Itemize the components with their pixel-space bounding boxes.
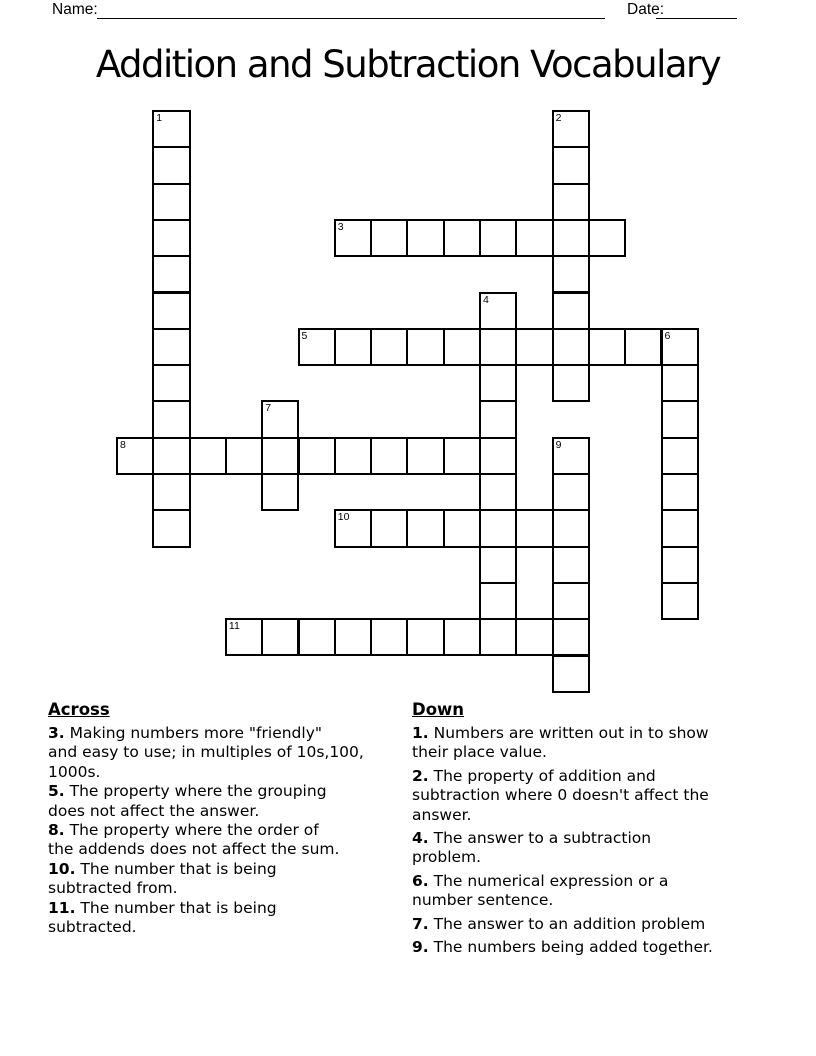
clue-line: 6. The numerical expression or a (412, 871, 669, 890)
across-clue (48, 724, 408, 782)
worksheet-title: Addition and Subtraction Vocabulary (95, 43, 721, 86)
grid-cell[interactable] (443, 618, 481, 656)
grid-cell[interactable] (152, 473, 190, 511)
grid-cell[interactable] (479, 618, 517, 656)
grid-clue-number: 10 (337, 511, 350, 524)
clue-number: 8. (48, 821, 65, 840)
grid-clue-number: 6 (664, 329, 671, 342)
clue-line: 9. The numbers being added together. (412, 938, 713, 957)
grid-cell[interactable] (479, 582, 517, 620)
clue-line: number sentence. (412, 891, 554, 910)
clue-line: does not affect the answer. (48, 801, 260, 820)
grid-cell[interactable] (552, 473, 590, 511)
grid-cell[interactable] (552, 110, 590, 148)
grid-cell[interactable] (479, 473, 517, 511)
grid-cell[interactable] (443, 328, 481, 366)
clue-line: answer. (412, 805, 472, 824)
down-clue (412, 724, 772, 763)
grid-clue-number: 3 (337, 220, 344, 233)
grid-cell[interactable] (152, 183, 190, 221)
clue-line: 1000s. (48, 762, 101, 781)
clue-line: and easy to use; in multiples of 10s,100, (48, 743, 364, 762)
grid-clue-number: 5 (301, 329, 308, 342)
clue-number: 7. (412, 914, 429, 933)
grid-clue-number: 8 (120, 438, 126, 451)
across-clue (48, 899, 408, 938)
grid-cell[interactable] (116, 437, 154, 475)
clue-line: 11. The number that is being (48, 898, 277, 917)
grid-cell[interactable] (661, 364, 699, 402)
grid-cell[interactable] (661, 582, 699, 620)
grid-cell[interactable] (406, 219, 444, 257)
grid-cell[interactable] (588, 328, 626, 366)
down-clue-list (412, 724, 772, 957)
grid-cell[interactable] (370, 437, 408, 475)
grid-cell[interactable] (552, 509, 590, 547)
grid-cell[interactable] (152, 110, 190, 148)
down-clue (412, 767, 772, 825)
grid-cell[interactable] (298, 618, 336, 656)
grid-cell[interactable] (261, 618, 299, 656)
grid-cell[interactable] (261, 437, 299, 475)
grid-cell[interactable] (298, 328, 336, 366)
grid-cell[interactable] (443, 219, 481, 257)
clue-number: 1. (412, 724, 429, 742)
down-clue (412, 915, 772, 934)
across-clue (48, 821, 408, 860)
grid-cell[interactable] (334, 618, 372, 656)
grid-cell[interactable] (479, 364, 517, 402)
grid-cell[interactable] (189, 437, 227, 475)
grid-cell[interactable] (334, 509, 372, 547)
clue-number: 6. (412, 871, 429, 890)
grid-cell[interactable] (370, 328, 408, 366)
across-clue (48, 860, 408, 899)
grid-cell[interactable] (661, 328, 699, 366)
clue-number: 10. (48, 859, 76, 878)
grid-cell[interactable] (334, 219, 372, 257)
clue-line: problem. (412, 848, 482, 867)
grid-clue-number: 1 (156, 112, 163, 124)
clue-number: 9. (412, 938, 429, 957)
grid-clue-number: 9 (555, 438, 562, 451)
grid-cell[interactable] (152, 400, 190, 438)
down-clue (412, 829, 772, 868)
grid-cell[interactable] (152, 146, 190, 184)
grid-clue-number: 11 (228, 620, 240, 633)
grid-cell[interactable] (661, 473, 699, 511)
grid-cell[interactable] (479, 400, 517, 438)
clue-line: 10. The number that is being (48, 859, 277, 878)
grid-cell[interactable] (552, 655, 590, 693)
clue-line: subtracted. (48, 918, 137, 937)
clue-number: 3. (48, 724, 65, 742)
clue-line: subtraction where 0 doesn't affect the (412, 786, 709, 805)
grid-cell[interactable] (552, 146, 590, 184)
grid-cell[interactable] (443, 437, 481, 475)
grid-cell[interactable] (152, 364, 190, 402)
across-clue-list (48, 724, 408, 937)
grid-cell[interactable] (661, 437, 699, 475)
down-clues (412, 699, 772, 961)
grid-cell[interactable] (515, 219, 553, 257)
down-clue (412, 938, 772, 957)
down-header: Down (412, 700, 465, 719)
clue-line: 8. The property where the order of (48, 821, 319, 840)
grid-cell[interactable] (152, 509, 190, 547)
grid-cell[interactable] (152, 328, 190, 366)
across-clues (48, 699, 408, 937)
clue-number: 4. (412, 829, 429, 848)
clue-number: 2. (412, 766, 429, 785)
grid-cell[interactable] (479, 437, 517, 475)
date-label: Date: (627, 1, 665, 18)
clue-number: 11. (48, 898, 76, 917)
clue-line: their place value. (412, 743, 547, 762)
grid-cell[interactable] (261, 473, 299, 511)
grid-cell[interactable] (552, 546, 590, 584)
grid-cell[interactable] (479, 509, 517, 547)
grid-cell[interactable] (661, 400, 699, 438)
grid-cell[interactable] (152, 437, 190, 475)
across-clue (48, 782, 408, 821)
grid-cell[interactable] (552, 582, 590, 620)
grid-cell[interactable] (552, 364, 590, 402)
clue-line: the addends does not affect the sum. (48, 840, 340, 859)
grid-cell[interactable] (479, 546, 517, 584)
clue-line: 3. Making numbers more "friendly" (48, 724, 323, 742)
grid-cell[interactable] (588, 219, 626, 257)
grid-cell[interactable] (552, 292, 590, 330)
grid-cell[interactable] (515, 618, 553, 656)
grid-cell[interactable] (479, 219, 517, 257)
grid-cell[interactable] (406, 437, 444, 475)
grid-cell[interactable] (225, 618, 263, 656)
clue-line: subtracted from. (48, 879, 178, 898)
name-label: Name: (52, 1, 98, 18)
grid-cell[interactable] (152, 255, 190, 293)
grid-cell[interactable] (552, 437, 590, 475)
grid-cell[interactable] (443, 509, 481, 547)
grid-cell[interactable] (406, 618, 444, 656)
grid-cell[interactable] (370, 509, 408, 547)
clue-line: 7. The answer to an addition problem (412, 914, 706, 933)
grid-cell[interactable] (479, 292, 517, 330)
grid-clue-number: 4 (483, 293, 489, 306)
clue-line: 2. The property of addition and (412, 766, 656, 785)
grid-cell[interactable] (152, 219, 190, 257)
grid-clue-number: 2 (555, 112, 562, 124)
clue-line: 5. The property where the grouping (48, 782, 327, 801)
grid-cell[interactable] (515, 328, 553, 366)
across-header: Across (48, 700, 110, 719)
grid-cell[interactable] (479, 328, 517, 366)
grid-cell[interactable] (334, 437, 372, 475)
grid-cell[interactable] (552, 618, 590, 656)
clue-number: 5. (48, 782, 65, 801)
grid-cell[interactable] (152, 292, 190, 330)
down-clue (412, 872, 772, 911)
grid-cell[interactable] (406, 509, 444, 547)
grid-cell[interactable] (261, 400, 299, 438)
grid-cell[interactable] (661, 509, 699, 547)
grid-cell[interactable] (298, 437, 336, 475)
grid-cell[interactable] (370, 618, 408, 656)
grid-cell[interactable] (406, 328, 444, 366)
grid-cell[interactable] (225, 437, 263, 475)
grid-cell[interactable] (552, 328, 590, 366)
grid-clue-number: 7 (265, 402, 272, 415)
clue-line: 4. The answer to a subtraction (412, 829, 652, 848)
clue-line: 1. Numbers are written out in to show (412, 724, 709, 742)
grid-cell[interactable] (661, 546, 699, 584)
grid-cell[interactable] (552, 255, 590, 293)
grid-cell[interactable] (370, 219, 408, 257)
grid-cell[interactable] (334, 328, 372, 366)
grid-cell[interactable] (552, 183, 590, 221)
grid-cell[interactable] (515, 509, 553, 547)
grid-cell[interactable] (552, 219, 590, 257)
grid-cell[interactable] (624, 328, 662, 366)
